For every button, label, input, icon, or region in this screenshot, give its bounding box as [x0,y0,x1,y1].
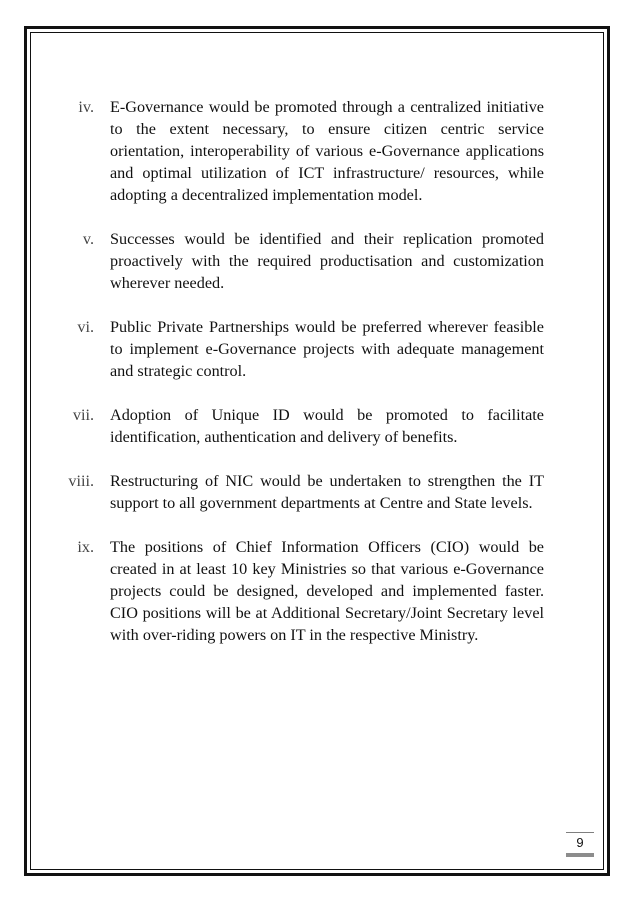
list-item-vi [58,316,544,382]
list-item-text: Adoption of Unique ID would be promoted to facilitate identification, authentication and delivery of benefits. [110,406,544,446]
list-numeral: vii. [72,406,94,424]
list-item-text: The positions of Chief Information Officers (CIO) would be created in at least 10 key Ministries so that various e-Governance projects could be designed, developed and implemented faster. CIO positions will be at Additional Secretary/Joint Secretary level with over-riding powers on IT in the respective Ministry. [110,538,544,644]
list-item-text: Successes would be identified and their replication promoted proactively with the required productisation and customization wherever needed. [110,230,544,292]
document-body [58,96,544,646]
page-number-block [566,832,594,857]
list-item-v [58,228,544,294]
list-item-text: E-Governance would be promoted through a centralized initiative to the extent necessary, to ensure citizen centric service orientation, interoperability of various e-Governance applications and optimal utilization of ICT infrastructure/ resources, while adopting a decentralized implementation model. [110,98,544,204]
list-item-text: Restructuring of NIC would be undertaken to strengthen the IT support to all government departments at Centre and State levels. [110,472,544,512]
list-item-viii [58,470,544,514]
list-numeral: viii. [68,472,94,490]
list-numeral: iv. [78,98,94,116]
list-numeral: vi. [77,318,94,336]
page-number: 9 [576,835,584,850]
list-numeral: v. [82,230,94,248]
list-numeral: ix. [77,538,94,556]
list-item-iv [58,96,544,206]
list-item-text: Public Private Partnerships would be preferred wherever feasible to implement e-Governance projects with adequate management and strategic control. [110,318,544,380]
page-number-bar [566,853,594,857]
list-item-vii [58,404,544,448]
list-item-ix [58,536,544,646]
